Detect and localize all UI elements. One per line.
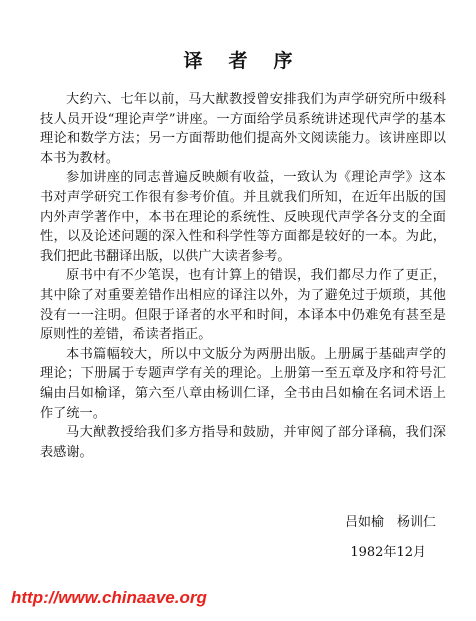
paragraph-3: 原书中有不少笔误，也有计算上的错误，我们都尽力作了更正，其中除了对重要差错作出相应的译注以外，为了避免过于烦琐，其他没有一一注明。但限于译者的水平和时间，本译本中仍难免有甚至是原则性的差错，希读者指正。 <box>40 268 446 343</box>
watermark-url: http://www.chinaave.org <box>11 588 207 607</box>
paragraph-2: 参加讲座的同志普遍反映颇有收益，一致认为《理论声学》这本书对声学研究工作很有参考价值。并且就我们所知，在近年出版的国内外声学著作中，本书在理论的系统性、反映现代声学各分支的全面性，以及论述问题的深入性和科学性等方面都是较好的一本。为此，我们把此书翻译出版，以供广大读者参考。 <box>40 170 446 264</box>
preface-body <box>40 90 446 462</box>
page-title: 译者序 <box>183 50 319 72</box>
translator-names: 吕如榆 杨训仁 <box>344 515 436 530</box>
paragraph-4: 本书篇幅较大，所以中文版分为两册出版。上册属于基础声学的理论；下册属于专题声学有关的理论。上册第一至五章及序和符号汇编由吕如榆译，第六至八章由杨训仁译，全书由吕如榆在名词术语上作了统一。 <box>40 346 446 421</box>
paragraph-5: 马大猷教授给我们多方指导和鼓励，并审阅了部分译稿，我们深表感谢。 <box>40 425 446 460</box>
signature-date: 1982年12月 <box>350 545 426 560</box>
paragraph-1: 大约六、七年以前，马大猷教授曾安排我们为声学研究所中级科技人员开设“理论声学”讲座。一方面给学员系统讲述现代声学的基本理论和数学方法；另一方面帮助他们提高外文阅读能力。该讲座即以本书为教材。 <box>40 92 446 166</box>
